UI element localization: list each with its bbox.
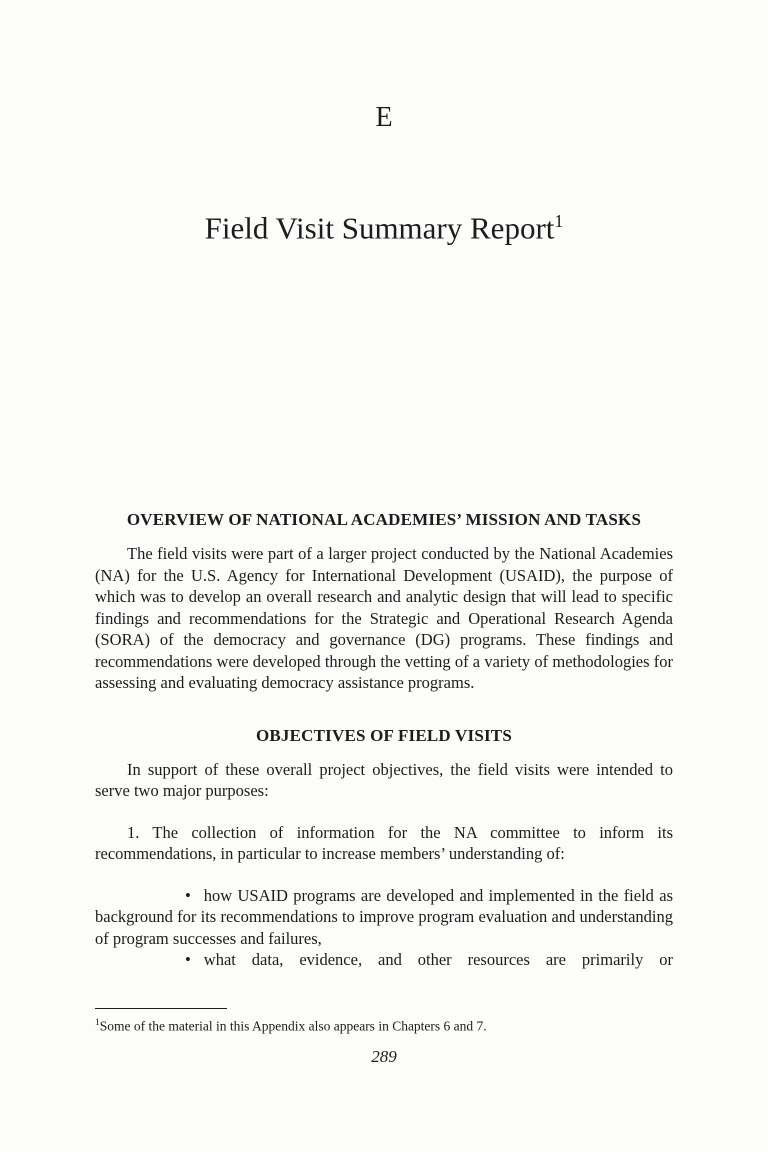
title-footnote-ref: 1 [554,211,564,231]
page-title-text: Field Visit Summary Report [204,210,555,246]
footnote-text-line [95,1014,673,1036]
bullet-item [95,949,673,971]
footnote-rule [95,1008,227,1009]
bullet-icon: • [185,885,191,905]
footnote-text: Some of the material in this Appendix also appears in Chapters 6 and 7. [99,1018,487,1034]
bullet-item-text: what data, evidence, and other resources are primarily or [203,950,673,970]
bullet-item [95,885,673,950]
page-number: 289 [371,1047,397,1066]
footnote-marker: 1 [95,1018,100,1028]
section-heading-overview: OVERVIEW OF NATIONAL ACADEMIES’ MISSION AND TASKS [126,510,642,530]
ordered-item-1: 1. The collection of information for the NA committee to inform its recommendations, in particular to increase members’ understanding of: [95,822,673,864]
bullet-item-text: how USAID programs are developed and implemented in the field as background for its recommendations to improve program evaluation and understanding of program successes and failures, [95,885,673,948]
bullet-list [95,885,673,971]
appendix-letter: E [375,102,393,133]
bullet-icon: • [185,950,191,970]
footnote [95,1008,673,1036]
page-title [95,202,673,247]
section-heading-objectives: OBJECTIVES OF FIELD VISITS [255,725,513,745]
paragraph-overview: The field visits were part of a larger project conducted by the National Academies (NA) for the U.S. Agency for International Development (USAID), the purpose of which was to develop an overall research and analytic design that will lead to specific findings and recommendations for the Strategic and Operational Research Agenda (SORA) of the democracy and governance (DG) programs. These findings and recommendations were developed through the vetting of a variety of methodologies for assessing and evaluating democracy assistance programs. [95,544,673,693]
paragraph-objectives-intro: In support of these overall project objectives, the field visits were intended to serve two major purposes: [95,759,673,801]
